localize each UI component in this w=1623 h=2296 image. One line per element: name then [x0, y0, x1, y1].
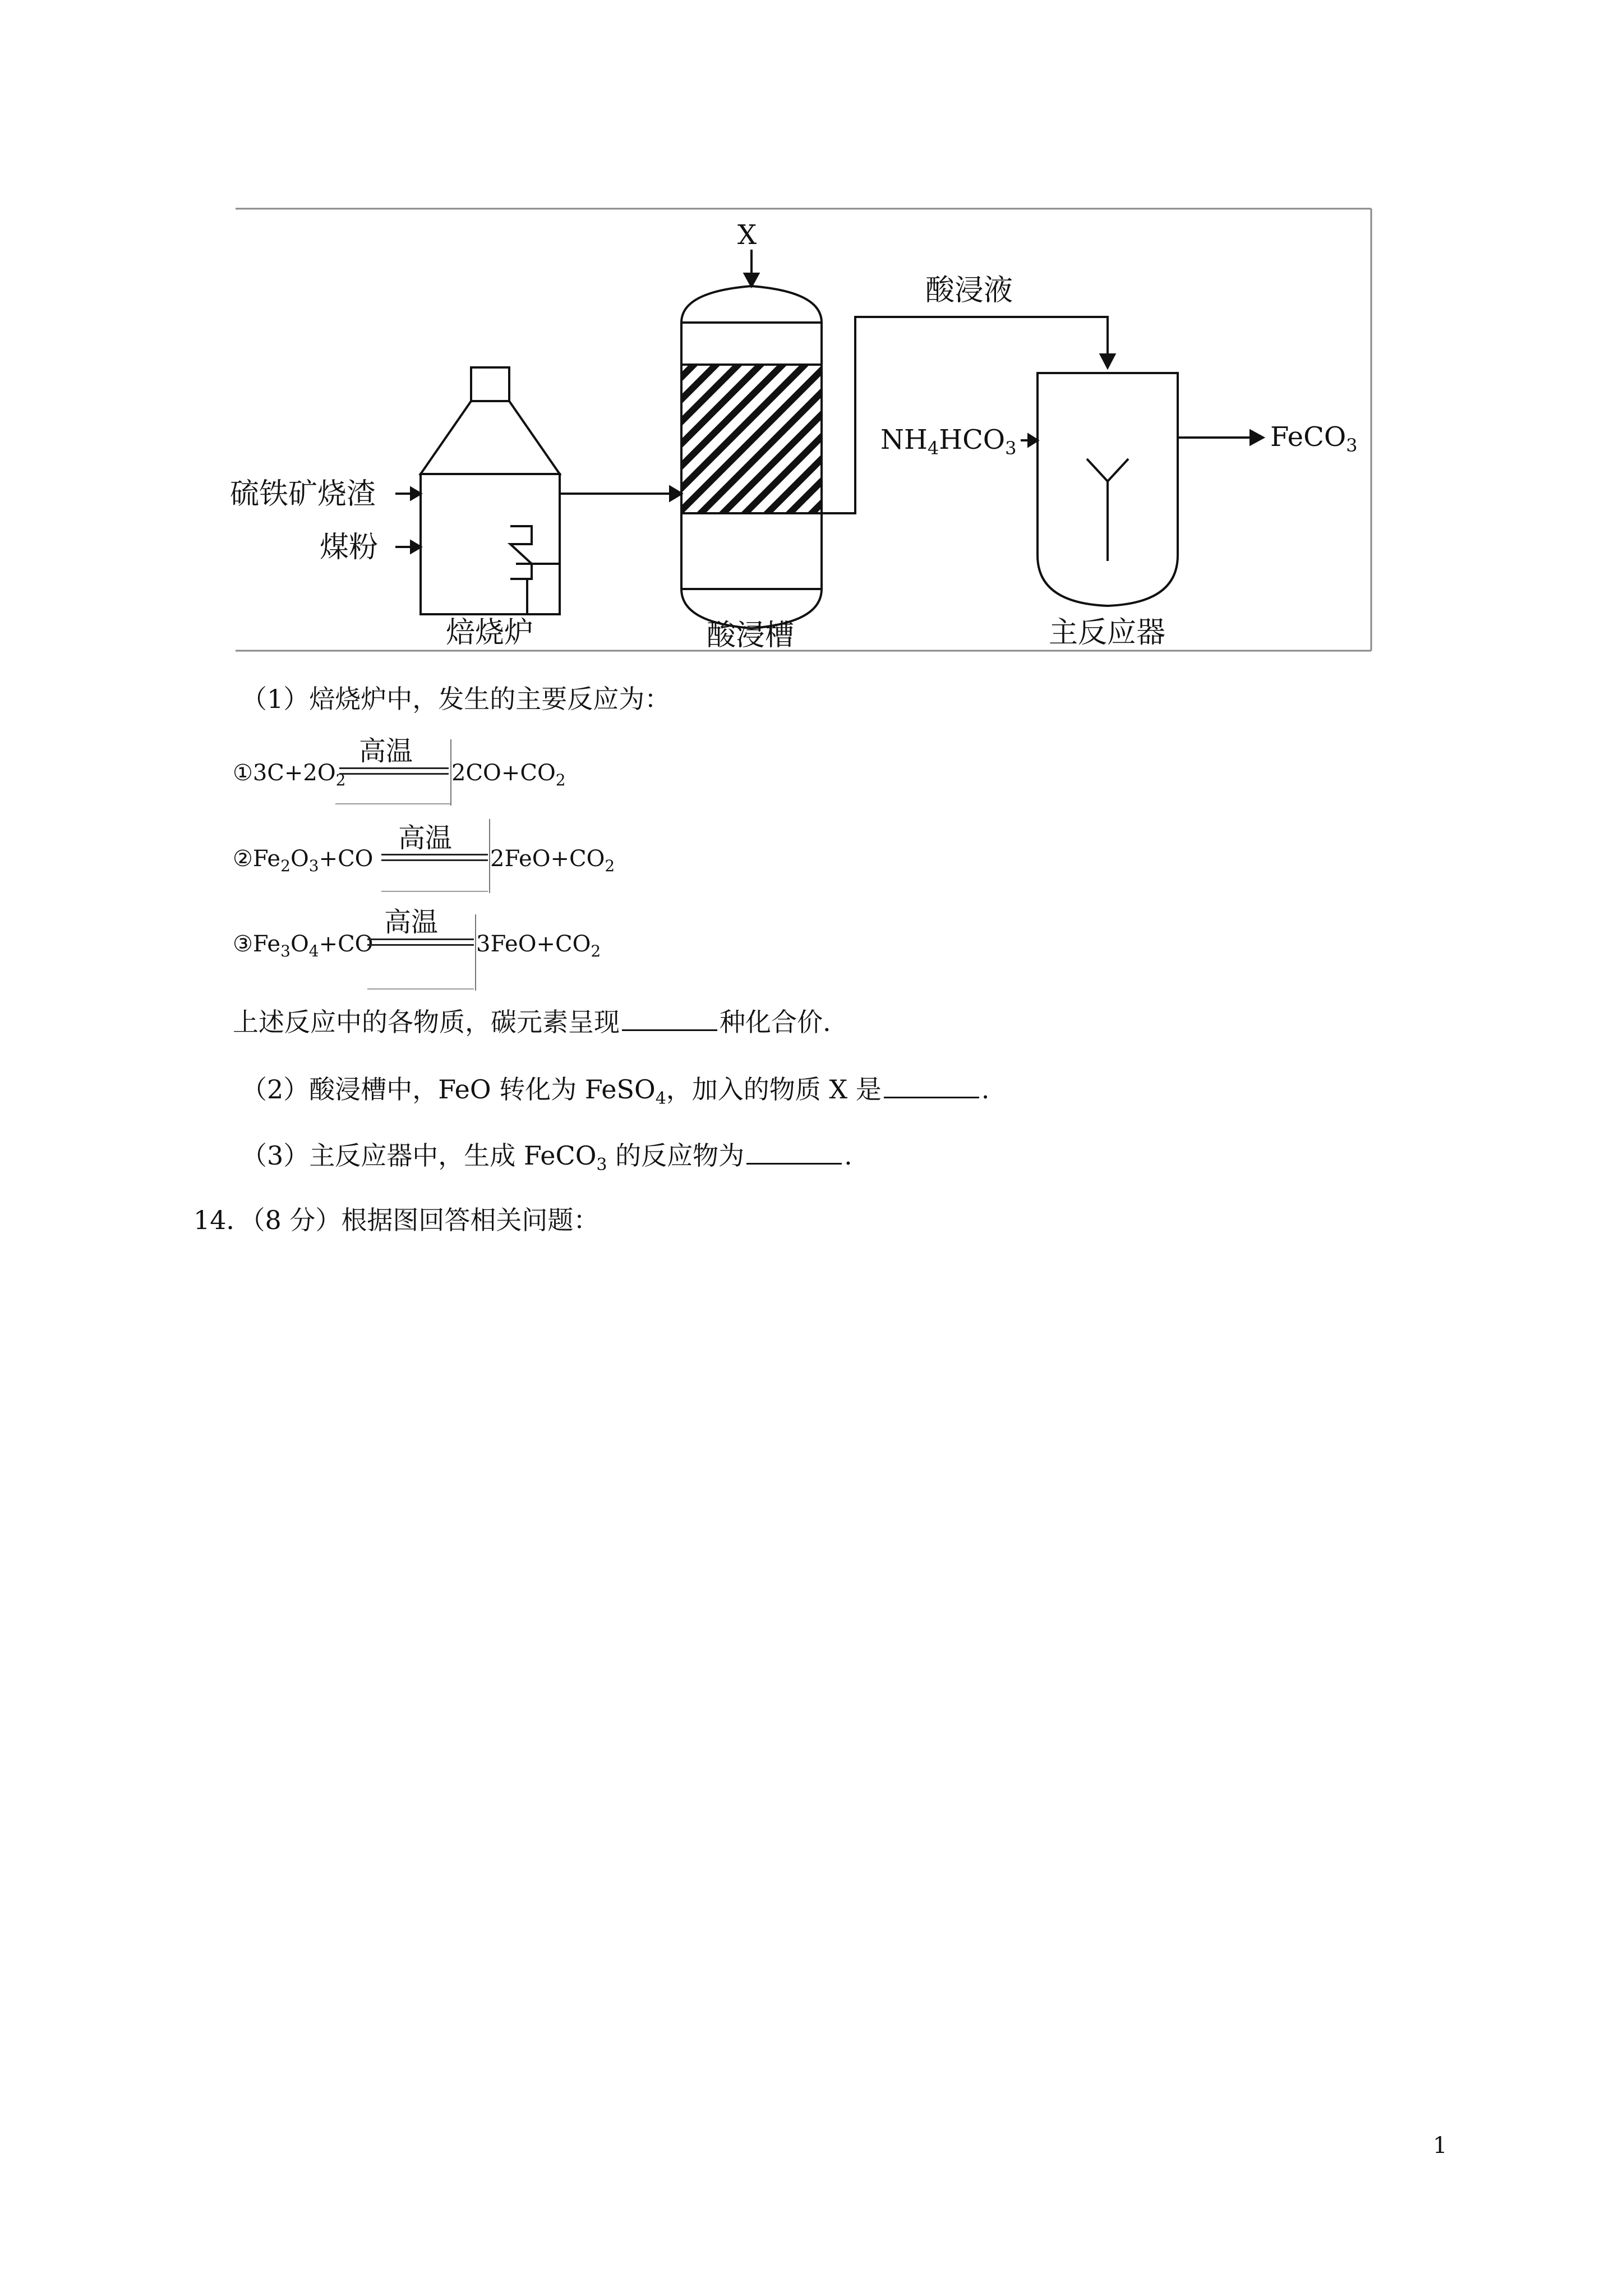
- acid-liquid-label: 酸浸液: [925, 274, 1013, 307]
- q2-question: （2）酸浸槽中，FeO 转化为 FeSO$_4$，加入的物质 X 是 .: [241, 1074, 990, 1109]
- process-flow-diagram: [224, 208, 1374, 656]
- page-number: 1: [1433, 2133, 1447, 2159]
- x-label: X: [737, 219, 757, 251]
- eq1-right: $2CO+CO_2$: [451, 760, 566, 789]
- nh4hco3-label: $NH_4HCO_3$: [880, 424, 1017, 459]
- q1-intro: （1）焙烧炉中，发生的主要反应为：: [241, 684, 671, 714]
- feco3-label: FeCO$_3$: [1270, 421, 1358, 456]
- main-reactor: [1038, 373, 1178, 606]
- eq2-right: $2FeO+CO_2$: [490, 846, 615, 875]
- eq2-left: $②Fe_2O_3+CO$: [233, 846, 374, 875]
- roasting-furnace: [421, 367, 560, 614]
- answer-blank-2[interactable]: [884, 1097, 979, 1098]
- eq3-condition: 高温: [384, 907, 439, 938]
- acid-leaching-tank: [681, 286, 822, 628]
- q1-question: 上述反应中的各物质，碳元素呈现 种化合价.: [233, 1007, 831, 1037]
- q3-question: （3）主反应器中，生成 FeCO$_3$ 的反应物为 .: [241, 1140, 852, 1175]
- eq3-right: $3FeO+CO_2$: [476, 931, 601, 960]
- furnace-label: 焙烧炉: [446, 616, 534, 650]
- eq3-left: $③Fe_3O_4+CO$: [233, 931, 374, 960]
- eq1-condition: 高温: [359, 735, 413, 767]
- answer-blank-3[interactable]: [746, 1163, 842, 1165]
- tank-label: 酸浸槽: [707, 619, 795, 652]
- answer-blank-1[interactable]: [622, 1029, 717, 1031]
- reactor-label: 主反应器: [1049, 616, 1166, 650]
- slag-label: 硫铁矿烧渣: [230, 477, 376, 511]
- q14-heading: 14．（8 分）根据图回答相关问题：: [193, 1205, 600, 1235]
- coal-label: 煤粉: [320, 531, 379, 564]
- eq2-condition: 高温: [398, 822, 453, 854]
- eq1-left: $①3C+2O_2$: [233, 760, 346, 789]
